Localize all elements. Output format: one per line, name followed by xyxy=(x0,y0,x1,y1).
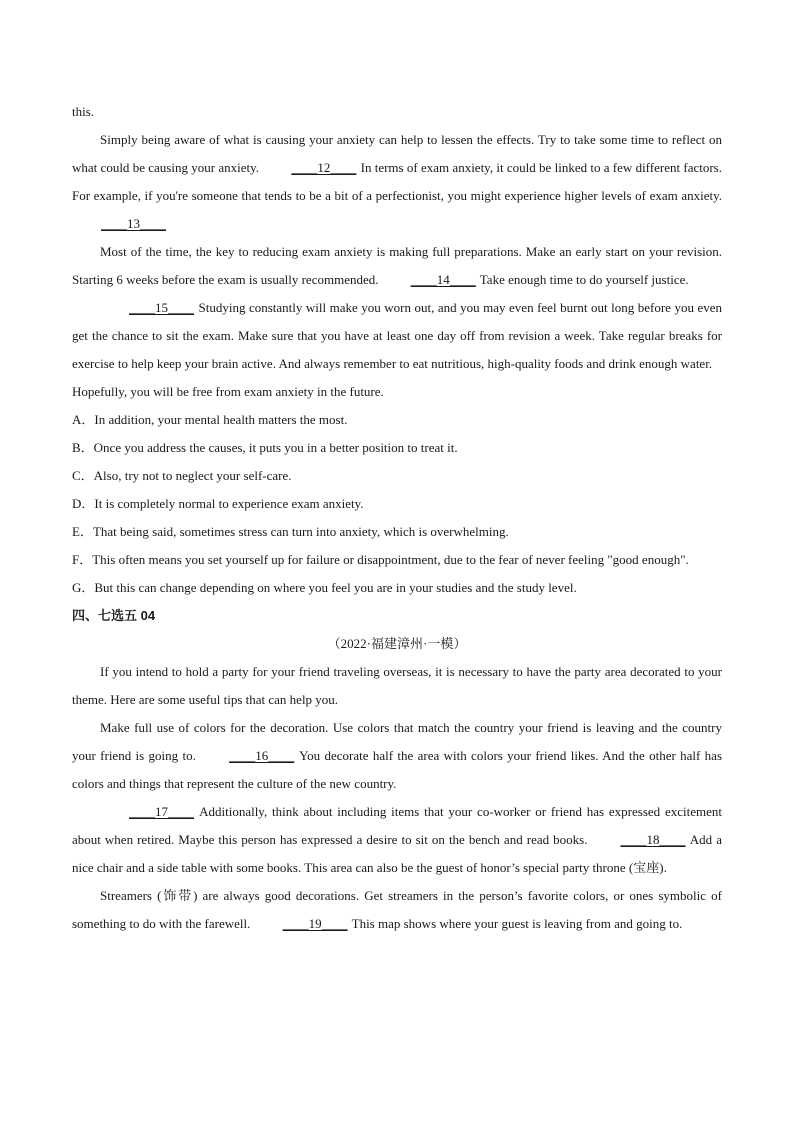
paragraph-text: Streamers (饰带) are always good decorations. Get streamers in the person’s favorite colors, or ones symbolic of something to do with the farewell. xyxy=(72,888,722,931)
blank-17: ____17____ xyxy=(129,804,194,819)
section-heading: 四、七选五 04 xyxy=(72,608,156,623)
option-f: F．This often means you set yourself up for failure or disappointment, due to the fear of never feeling "good enough". xyxy=(72,552,689,567)
paragraph-breaks xyxy=(72,294,722,378)
paragraph-items xyxy=(72,798,722,882)
blank-12: ____12____ xyxy=(291,160,357,175)
paragraph-streamers xyxy=(72,882,722,938)
blank-18: ____18____ xyxy=(620,832,686,847)
option-e: E．That being said, sometimes stress can turn into anxiety, which is overwhelming. xyxy=(72,524,509,539)
blank-13: ____13____ xyxy=(101,216,166,231)
option-d: D．It is completely normal to experience exam anxiety. xyxy=(72,496,364,511)
option-a: A．In addition, your mental health matters the most. xyxy=(72,412,348,427)
paragraph-text: In terms of exam anxiety, it could be linked to a few different factors. For example, if you're someone that tends to be a bit of a perfectionist, you might experience higher levels of exam anxiety. xyxy=(72,160,722,203)
paragraph-text: Simply being aware of what is causing your anxiety can help to lessen the effects. Try to take some time to reflect on what could be causing your anxiety. xyxy=(72,132,722,175)
paragraph-colors xyxy=(72,714,722,798)
paragraph-text: Add a nice chair and a side table with some books. This area can also be the guest of honor’s special party throne (宝座). xyxy=(72,832,722,875)
passage-continuation: this. xyxy=(72,104,95,119)
paragraph-text: You decorate half the area with colors your friend likes. And the other half has colors and things that represent the culture of the new country. xyxy=(72,748,723,791)
blank-16: ____16____ xyxy=(229,748,295,763)
paragraph-text: This map shows where your guest is leaving from and going to. xyxy=(348,916,683,931)
paragraph-text: Make full use of colors for the decoration. Use colors that match the country your friend is leaving and the country your friend is going to. xyxy=(72,720,722,763)
option-b: B．Once you address the causes, it puts you in a better position to treat it. xyxy=(72,440,458,455)
paragraph-text: Take enough time to do yourself justice. xyxy=(476,272,689,287)
option-g: G．But this can change depending on where you feel you are in your studies and the study level. xyxy=(72,580,577,595)
blank-19: ____19____ xyxy=(282,916,348,931)
blank-15: ____15____ xyxy=(129,300,194,315)
source-label: （2022·福建漳州·一模） xyxy=(327,636,467,651)
paragraph-text: Most of the time, the key to reducing exam anxiety is making full preparations. Make an early start on your revision. Starting 6 weeks before the exam is usually recommended. xyxy=(72,244,722,287)
paragraph-awareness xyxy=(72,126,722,238)
paragraph-text: Studying constantly will make you worn out, and you may even feel burnt out long before you even get the chance to sit the exam. Make sure that you have at least one day off from revision a week. Take regular breaks for exercise to help keep your brain active. And always remember to eat nutritious, high-quality foods and drink enough water. xyxy=(72,300,722,371)
paragraph-intro: If you intend to hold a party for your friend traveling overseas, it is necessary to have the party area decorated to your theme. Here are some useful tips that can help you. xyxy=(72,664,722,707)
options-list xyxy=(72,406,722,602)
paragraph-text: Additionally, think about including items that your co-worker or friend has expressed excitement about when retired. Maybe this person has expressed a desire to sit on the bench and read books. xyxy=(72,804,722,847)
option-c: C．Also, try not to neglect your self-care. xyxy=(72,468,292,483)
blank-14: ____14____ xyxy=(410,272,476,287)
paragraph-preparation xyxy=(72,238,722,294)
paragraph-conclusion: Hopefully, you will be free from exam anxiety in the future. xyxy=(72,384,384,399)
